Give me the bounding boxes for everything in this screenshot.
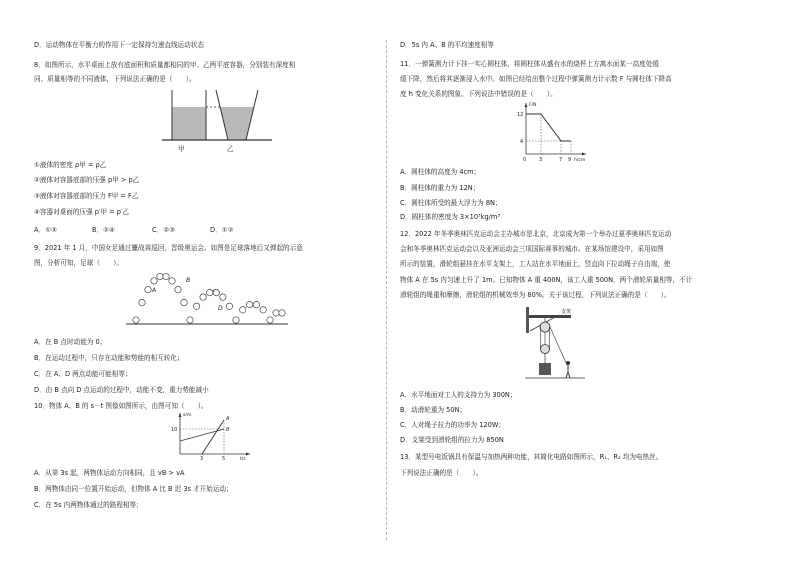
q10-option-b: B．两物体由同一位置开始运动，但物体 A 比 B 迟 3s 才开始运动； bbox=[34, 485, 233, 493]
y-axis-arrow bbox=[179, 413, 182, 417]
q12-stem-line2: 会和冬季奥林匹克运动会以及亚洲运动会三项国际赛事的城市。在某场馆建设中，采用如图 bbox=[400, 245, 664, 253]
support-label: 支架 bbox=[561, 309, 572, 315]
q8-label-yi: 乙 bbox=[227, 145, 234, 153]
ball-position-13 bbox=[213, 289, 219, 295]
ball-position-23 bbox=[279, 310, 285, 316]
point-b-label: B bbox=[186, 277, 191, 284]
ball-position-10 bbox=[193, 303, 199, 309]
y-axis-label: F/N bbox=[529, 103, 537, 108]
q9-stem-line1: 9．2021 年 1 月，中国女足通过鏖战赛巡回，晋级奥运会。如图是足球落地后又弹起的示意 bbox=[34, 244, 303, 252]
x-tick-9: 9 bbox=[568, 157, 572, 163]
q8-option-c: C．②③ bbox=[152, 226, 176, 234]
x-tick-7: 7 bbox=[559, 157, 563, 163]
y-axis-arrow bbox=[525, 103, 528, 107]
q8-statement-3: ③液体对容器底部的压力 F甲 = F乙 bbox=[34, 192, 139, 200]
q12-pulley-figure bbox=[515, 305, 595, 383]
y-tick-12: 12 bbox=[517, 112, 524, 118]
q8-stem-line2: 同、质量相等的不同液体，下列说法正确的是（ ）。 bbox=[34, 75, 196, 83]
x-tick-3: 3 bbox=[539, 157, 543, 163]
q8-statement-4: ④容器对桌面的压强 p′甲 = p′乙 bbox=[34, 208, 130, 216]
q10-option-d: D．5s 内 A、B 的平均速度相等 bbox=[400, 41, 494, 49]
x-tick-0: 0 bbox=[523, 157, 527, 163]
wall-mount bbox=[526, 307, 529, 333]
q11-option-a: A．圆柱体的高度为 4cm； bbox=[400, 168, 481, 176]
q8-option-a: A．①③ bbox=[34, 226, 57, 234]
x-axis-arrow bbox=[582, 153, 586, 156]
q9-option-b: B．在运动过程中，只存在动能和势能的相互转化； bbox=[34, 354, 184, 362]
q13-stem-line2: 下列说法正确的是（ ）。 bbox=[400, 469, 483, 477]
ball-position-21 bbox=[267, 317, 273, 323]
ball-position-9 bbox=[187, 317, 193, 323]
object-a bbox=[539, 363, 551, 375]
worker-leg-left bbox=[566, 372, 568, 378]
worker-leg-right bbox=[568, 372, 570, 378]
point-a-label: A bbox=[152, 287, 157, 294]
support-beam bbox=[529, 315, 571, 318]
ball-position-14 bbox=[220, 294, 226, 300]
column-divider bbox=[386, 40, 387, 540]
ball-position-1 bbox=[139, 299, 145, 305]
ball-position-18 bbox=[246, 301, 252, 307]
liquid-jia bbox=[172, 107, 206, 140]
line-b bbox=[180, 429, 224, 441]
y-axis-label: s/m bbox=[183, 413, 192, 418]
q8-containers-figure bbox=[160, 88, 280, 150]
q11-stem-line2: 缓下降，然后将其逐渐浸入水中。如图已经给出整个过程中弹簧测力计示数 F 与圆柱体下降高 bbox=[400, 75, 672, 83]
q10-option-c: C．在 5s 内两物体通过的路程相等； bbox=[34, 501, 143, 509]
y-tick-10: 10 bbox=[171, 427, 178, 433]
point-d-label: D bbox=[218, 305, 223, 312]
ball-position-16 bbox=[233, 317, 239, 323]
q8-option-d: D．①② bbox=[210, 226, 234, 234]
line-b-label: B bbox=[226, 427, 230, 433]
q12-stem-line3: 所示的装置，滑轮组悬挂在水平支架上，工人站在水平地面上，竖直向下拉动绳子自由端，使 bbox=[400, 260, 671, 268]
q9-option-c: C．在 A、D 两点动能可能相等； bbox=[34, 370, 132, 378]
ball-position-12 bbox=[207, 289, 213, 295]
ball-position-3 bbox=[151, 278, 157, 284]
q12-stem-line5: 滑轮组的绳重和摩擦，滑轮组的机械效率为 80%。关于该过程，下列说法正确的是（ ）。 bbox=[400, 291, 671, 299]
x-axis-label: h/cm bbox=[574, 158, 586, 163]
y-tick-4: 4 bbox=[520, 139, 524, 145]
rope-free-end bbox=[550, 327, 567, 365]
ball-position-22 bbox=[273, 310, 279, 316]
line-a bbox=[202, 420, 224, 454]
ball-position-8 bbox=[181, 299, 187, 305]
q10-stem: 10．物体 A、B 的 s－t 图像如图所示，由图可知（ ）。 bbox=[34, 402, 208, 410]
q12-option-b: B．动滑轮重为 50N； bbox=[400, 406, 467, 414]
x-tick-5: 5 bbox=[222, 456, 226, 462]
q11-stem-line3: 度 h 变化关系的图象。下列说法中错误的是（ ）。 bbox=[400, 90, 557, 98]
ball-position-11 bbox=[200, 294, 206, 300]
q12-option-d: D．支架受到滑轮组的拉力为 850N bbox=[400, 436, 504, 444]
q8-label-jia: 甲 bbox=[178, 145, 185, 153]
q12-option-a: A．水平地面对工人的支持力为 300N； bbox=[400, 391, 517, 399]
x-tick-3: 3 bbox=[200, 456, 204, 462]
ball-position-0 bbox=[133, 317, 139, 323]
q12-option-c: C．人对绳子拉力的功率为 120W； bbox=[400, 421, 505, 429]
q13-stem-line1: 13．某型号电饭锅具有保温与加热两种功能，其简化电路如图所示，R₁、R₂ 均为电热丝。 bbox=[400, 453, 663, 461]
q12-stem-line4: 物体 A 在 5s 内匀速上升了 1m。已知物体 A 重 400N，该工人重 500N，两个滑轮质量相等，不计 bbox=[400, 276, 693, 284]
ball-position-19 bbox=[253, 301, 259, 307]
movable-pulley bbox=[541, 345, 550, 354]
ball-position-6 bbox=[169, 278, 175, 284]
q9-option-d: D．由 B 点向 D 点运动的过程中，动能不变，重力势能减小 bbox=[34, 386, 209, 394]
q12-stem-line1: 12．2022 年冬季奥林匹克运动会主办城市是北京，北京成为第一个举办过夏季奥林匹克运动 bbox=[400, 230, 672, 238]
q8-statement-2: ②液体对容器底部的压强 p甲 > p乙 bbox=[34, 176, 140, 184]
q11-option-b: B．圆柱体的重力为 12N； bbox=[400, 184, 480, 192]
fixed-pulley bbox=[540, 322, 550, 332]
ball-position-2 bbox=[145, 286, 151, 292]
q8-stem-line1: 8．如图所示，水平桌面上放有底面积和质量都相同的甲、乙两平底容器，分别装有深度相 bbox=[34, 61, 296, 69]
q11-stem-line1: 11．一弹簧测力计下挂一实心圆柱体，将圆柱体从盛有水的烧杯上方离水面某一高度处缓 bbox=[400, 60, 659, 68]
q9-stem-line2: 图，分析可知，足球（ ）。 bbox=[34, 259, 124, 267]
x-axis-label: t/s bbox=[240, 457, 246, 462]
q11-option-d: D．圆柱体的密度为 3×10³kg/m³ bbox=[400, 213, 500, 221]
q11-option-c: C．圆柱体所受的最大浮力为 8N； bbox=[400, 199, 502, 207]
ball-position-4 bbox=[157, 273, 163, 279]
ball-position-5 bbox=[163, 273, 169, 279]
q9-option-a: A．在 B 点时动能为 0； bbox=[34, 338, 107, 346]
q9-bouncing-ball-figure bbox=[120, 268, 300, 330]
ball-position-20 bbox=[260, 307, 266, 313]
q8-option-b: B．②④ bbox=[92, 226, 115, 234]
liquid-yi bbox=[220, 107, 254, 140]
line-a-label: A bbox=[226, 416, 230, 422]
force-curve bbox=[526, 114, 571, 141]
q11-force-height-graph bbox=[512, 100, 592, 162]
q7-option-d: D．运动物体在平衡力的作用下一定保持匀速直线运动状态 bbox=[34, 41, 204, 49]
q8-statement-1: ①液体的密度 ρ甲 = ρ乙 bbox=[34, 161, 107, 169]
ball-position-7 bbox=[175, 286, 181, 292]
worker-head bbox=[566, 361, 570, 365]
q10-st-graph bbox=[166, 410, 256, 460]
ball-position-17 bbox=[240, 307, 246, 313]
x-axis-arrow bbox=[246, 453, 250, 456]
ball-position-15 bbox=[226, 303, 232, 309]
q10-option-a: A．从第 3s 起，两物体运动方向相同，且 vB > vA bbox=[34, 469, 185, 477]
